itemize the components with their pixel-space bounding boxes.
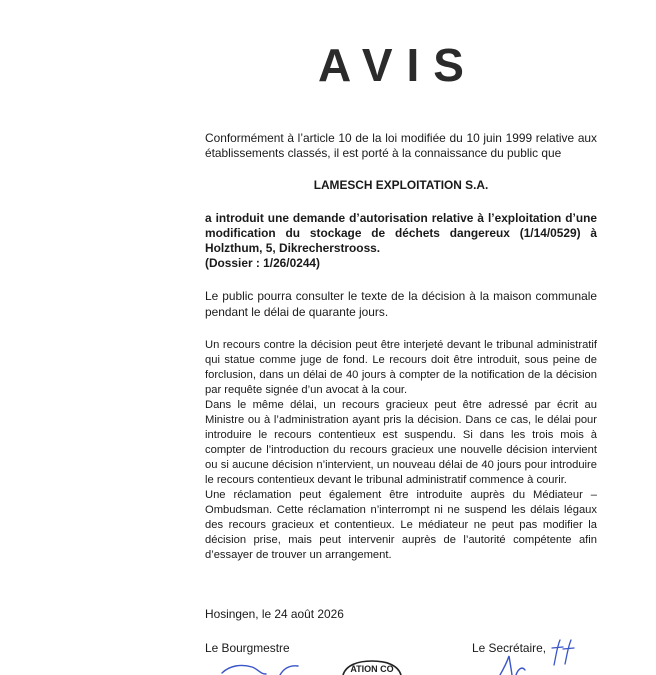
stamp-text: ATION CO [350, 664, 394, 674]
recourse-paragraph-1: Un recours contre la décision peut être interjeté devant le tribunal administratif qui statue comme juge de fond. Le recours doit être introduit, sous peine de forclusion, dans un délai de 40 jours à compter de la notification de la décision par requête signée d’un avocat à la cour. [205, 338, 597, 396]
notice-body [205, 131, 597, 563]
recourse-paragraph-2: Dans le même délai, un recours gracieux peut être adressé par écrit au Ministre ou à l’administration ayant pris la décision. Dans ce cas, le délai pour introduire le recours contentieux est suspendu. Si dans les trois mois à compter de l’introduction du recours gracieux une nouvelle décision intervient ou si aucune décision n’intervient, un nouveau délai de 40 jours pour introduire le recours contentieux devant le tribunal administratif commence à courir. [205, 398, 597, 486]
request-paragraph: a introduit une demande d’autorisation relative à l’exploitation d’une modification du stockage de déchets dangereux (1/14/0529) à Holzthum, 5, Dikrecherstrooss. [205, 210, 597, 256]
notice-title: AVIS [318, 39, 478, 91]
recourse-paragraph-3: Une réclamation peut également être introduite auprès du Médiateur – Ombudsman. Cette réclamation n’interrompt ni ne suspend les délais légaux des recours gracieux et contentieux. Le médiateur ne peut pas modifier la décision prise, mais peut intervenir auprès de l’autorité compétente afin d’essayer de trouver un arrangement. [205, 488, 597, 561]
signatory-secretary: Le Secrétaire, [472, 641, 547, 655]
signatory-mayor: Le Bourgmestre [205, 641, 290, 655]
company-name: LAMESCH EXPLOITATION S.A. [313, 178, 489, 193]
consultation-paragraph: Le public pourra consulter le texte de la décision à la maison communale pendant le délai de quarante jours. [205, 289, 597, 319]
intro-paragraph: Conformément à l’article 10 de la loi modifiée du 10 juin 1999 relative aux établissements classés, il est porté à la connaissance du public que [205, 131, 597, 161]
dossier-reference: (Dossier : 1/26/0244) [205, 256, 321, 271]
secretary-signature-icon [494, 654, 554, 675]
place-date: Hosingen, le 24 août 2026 [205, 607, 344, 621]
mayor-signature-icon [220, 662, 320, 675]
official-stamp-icon [340, 660, 404, 675]
